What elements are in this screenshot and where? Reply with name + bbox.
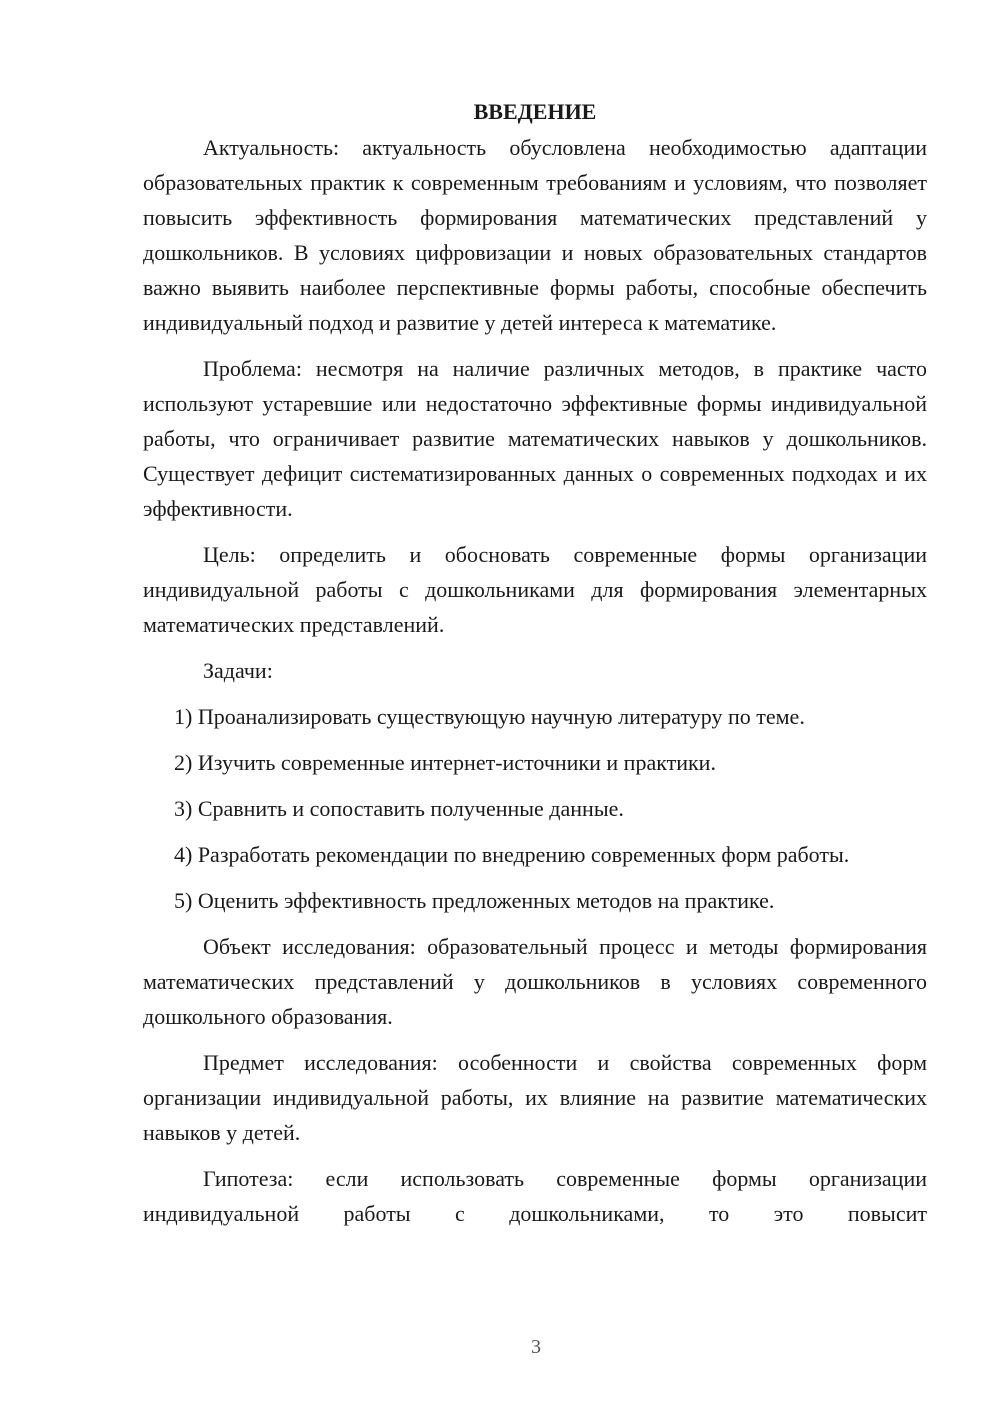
paragraph-subject: Предмет исследования: особенности и свойства современных форм организации индивидуальной работы, их влияние на развитие математических навыков у детей. [143, 1050, 927, 1145]
paragraph-object: Объект исследования: образовательный процесс и методы формирования математических представлений у дошкольников в условиях современного дошкольного образования. [143, 934, 927, 1029]
task-item-5: 5) Оценить эффективность предложенных методов на практике. [174, 888, 775, 913]
paragraph-goal: Цель: определить и обосновать современные формы организации индивидуальной работы с дошкольниками для формирования элементарных математических представлений. [143, 542, 927, 637]
task-item-4: 4) Разработать рекомендации по внедрению современных форм работы. [174, 842, 850, 867]
section-heading: ВВЕДЕНИЕ [473, 99, 597, 124]
page-content [143, 94, 927, 1242]
paragraph-hypothesis: Гипотеза: если использовать современные формы организации индивидуальной работы с дошкольниками, то это повысит [143, 1166, 927, 1226]
page-number: 3 [531, 1336, 541, 1358]
paragraph-relevance: Актуальность: актуальность обусловлена необходимостью адаптации образовательных практик к современным требованиям и условиям, что позволяет повысить эффективность формирования математических представлений у дошкольников. В условиях цифровизации и новых образовательных стандартов важно выявить наиболее перспективные формы работы, способные обеспечить индивидуальный подход и развитие у детей интереса к математике. [143, 135, 927, 335]
paragraph-problem: Проблема: несмотря на наличие различных методов, в практике часто используют устаревшие или недостаточно эффективные формы индивидуальной работы, что ограничивает развитие математических навыков у дошкольников. Существует дефицит систематизированных данных о современных подходах и их эффективности. [143, 356, 927, 521]
task-item-1: 1) Проанализировать существующую научную литературу по теме. [174, 704, 805, 729]
tasks-label: Задачи: [203, 658, 273, 683]
task-item-3: 3) Сравнить и сопоставить полученные данные. [174, 796, 624, 821]
task-item-2: 2) Изучить современные интернет-источники и практики. [174, 750, 716, 775]
